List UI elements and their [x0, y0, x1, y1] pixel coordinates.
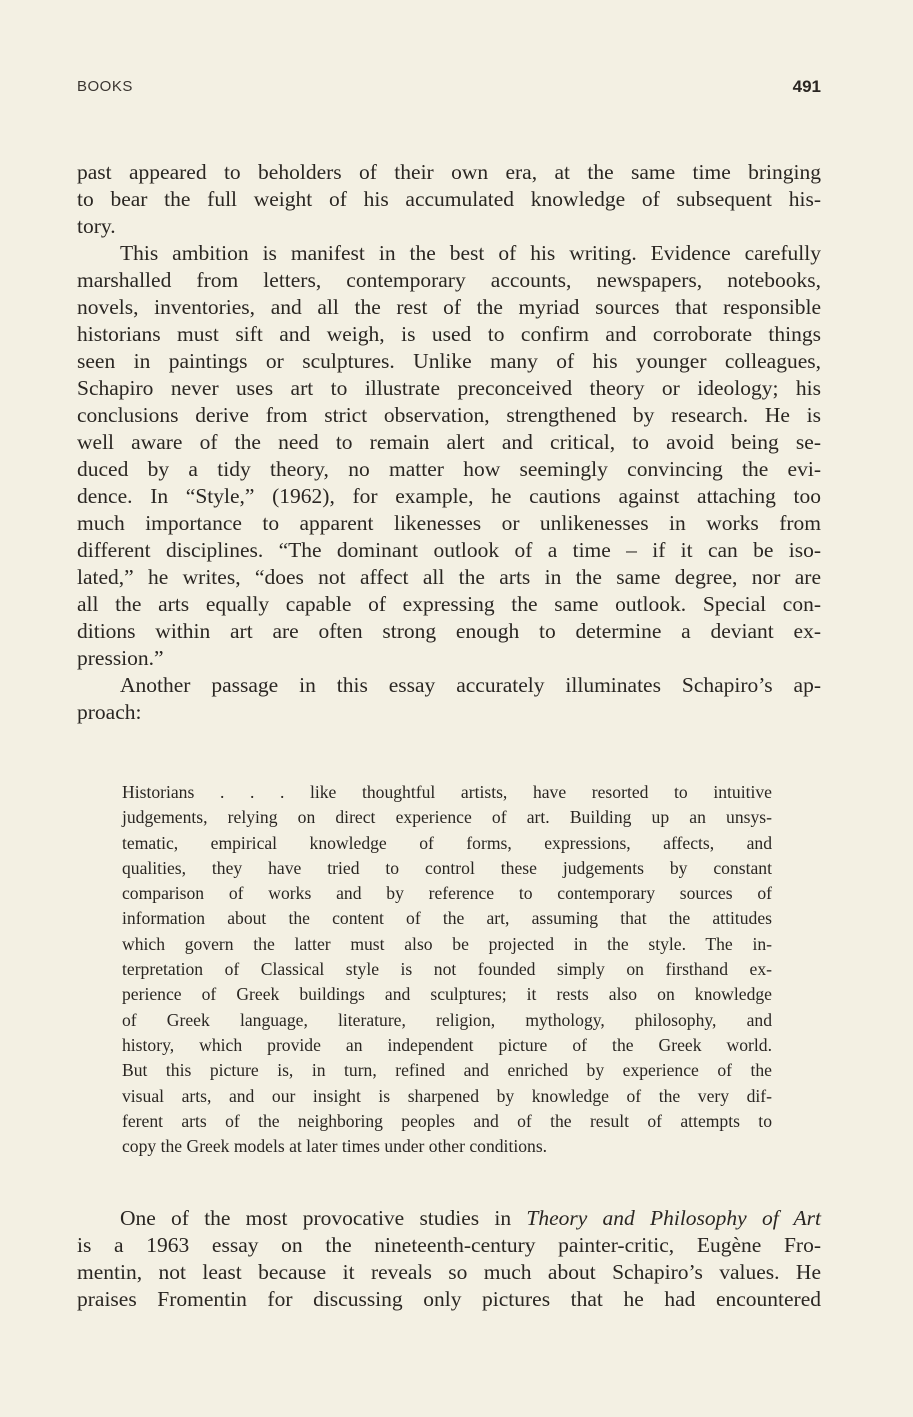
paragraph-line: conclusions derive from strict observation, strengthened by research. He is — [77, 403, 821, 427]
quote-line: information about the content of the art, assuming that the attitudes — [122, 908, 772, 929]
paragraph-line: tory. — [77, 214, 116, 238]
paragraph-line-lead: One of the most provocative studies in — [120, 1206, 527, 1230]
paragraph-line: pression.” — [77, 646, 164, 670]
quote-line: But this picture is, in turn, refined and enriched by experience of the — [122, 1060, 772, 1081]
paragraph-line: all the arts equally capable of expressing the same outlook. Special con- — [77, 592, 821, 616]
paragraph-line: mentin, not least because it reveals so much about Schapiro’s values. He — [77, 1260, 821, 1284]
paragraph-line: dence. In “Style,” (1962), for example, he cautions against attaching too — [77, 484, 821, 508]
paragraph-line — [77, 1205, 821, 1232]
quote-line: copy the Greek models at later times under other conditions. — [122, 1136, 548, 1157]
quote-line: Historians . . . like thoughtful artists, have resorted to intuitive — [122, 782, 772, 802]
quote-line: judgements, relying on direct experience of art. Building up an unsys- — [122, 807, 772, 828]
paragraph-line: seen in paintings or sculptures. Unlike many of his younger colleagues, — [77, 349, 821, 373]
paragraph-line: much importance to apparent likenesses or unlikenesses in works from — [77, 511, 821, 535]
paragraph-line: past appeared to beholders of their own era, at the same time bringing — [77, 160, 821, 184]
body-text-lower — [77, 1205, 821, 1313]
paragraph-line: proach: — [77, 700, 142, 724]
quote-line: terpretation of Classical style is not founded simply on firsthand ex- — [122, 959, 772, 980]
quote-line: ferent arts of the neighboring peoples and of the result of attempts to — [122, 1110, 772, 1131]
page-number: 491 — [792, 77, 821, 96]
quote-line: visual arts, and our insight is sharpened by knowledge of the very dif- — [122, 1085, 772, 1106]
quote-line: qualities, they have tried to control these judgements by constant — [122, 857, 772, 878]
quote-line: comparison of works and by reference to contemporary sources of — [122, 883, 772, 904]
paragraph-line: novels, inventories, and all the rest of the myriad sources that responsible — [77, 295, 821, 319]
paragraph-line: is a 1963 essay on the nineteenth-century painter-critic, Eugène Fro- — [77, 1233, 821, 1257]
paragraph-line: to bear the full weight of his accumulated knowledge of subsequent his- — [77, 187, 821, 211]
paragraph-line: lated,” he writes, “does not affect all the arts in the same degree, nor are — [77, 565, 821, 589]
quote-line: history, which provide an independent picture of the Greek world. — [122, 1034, 772, 1055]
paragraph-line: different disciplines. “The dominant outlook of a time – if it can be iso- — [77, 538, 821, 562]
paragraph-line: well aware of the need to remain alert and critical, to avoid being se- — [77, 430, 821, 454]
running-head — [77, 78, 821, 100]
quote-line: tematic, empirical knowledge of forms, expressions, affects, and — [122, 832, 772, 853]
paragraph-line: marshalled from letters, contemporary accounts, newspapers, notebooks, — [77, 268, 821, 292]
paragraph-line: duced by a tidy theory, no matter how seemingly convincing the evi- — [77, 457, 821, 481]
quote-line: of Greek language, literature, religion, mythology, philosophy, and — [122, 1009, 772, 1030]
quote-line: perience of Greek buildings and sculptures; it rests also on knowledge — [122, 984, 772, 1005]
paragraph-line: This ambition is manifest in the best of his writing. Evidence carefully — [120, 241, 821, 265]
block-quote — [122, 780, 772, 1159]
quote-line: which govern the latter must also be projected in the style. The in- — [122, 933, 772, 954]
body-text-upper — [77, 159, 821, 726]
paragraph-line: Another passage in this essay accurately illuminates Schapiro’s ap- — [120, 673, 821, 697]
paragraph-line: Schapiro never uses art to illustrate preconceived theory or ideology; his — [77, 376, 821, 400]
paragraph-line: historians must sift and weigh, is used to confirm and corroborate things — [77, 322, 821, 346]
paragraph-line: praises Fromentin for discussing only pictures that he had encountered — [77, 1287, 821, 1311]
book-title: Theory and Philosophy of Art — [526, 1206, 821, 1230]
section-title: BOOKS — [77, 78, 133, 95]
paragraph-line: ditions within art are often strong enough to determine a deviant ex- — [77, 619, 821, 643]
